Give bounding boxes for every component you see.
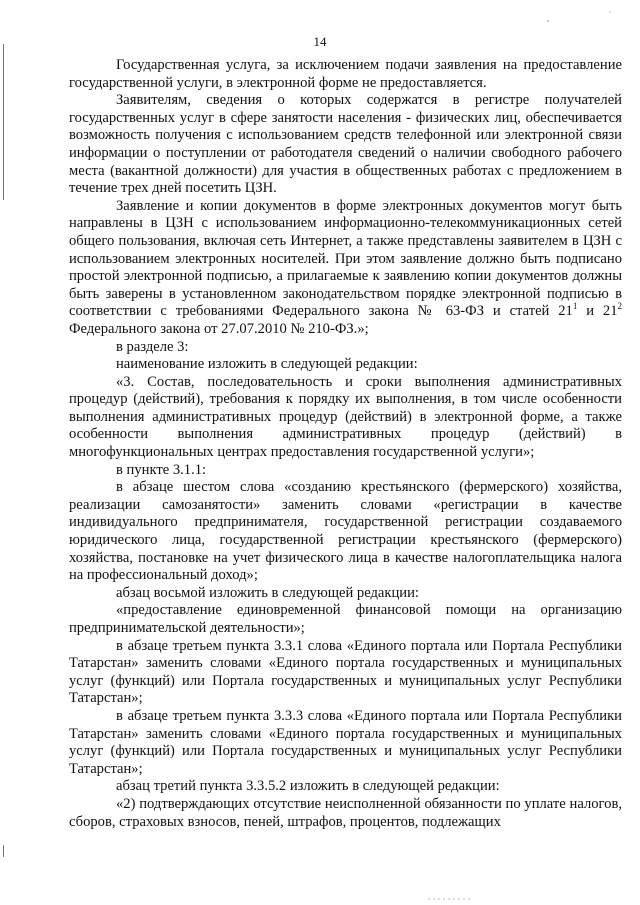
paragraph-text: Заявление и копии документов в форме электронных документов могут быть направлены в ЦЗН с использованием информационно-телекоммуникационных сетей общего пользования, включая сеть Интернет, а также представлены заявителем в ЦЗН с использованием электронных носителей. При этом заявление должно быть подписано простой электронной подписью, а прилагаемые к заявлению копии документов должны быть заверены в установленном законодательством порядке электронной подписью в соответствии с требованиями Федерального закона № 63-ФЗ и статей 21: [69, 197, 622, 320]
superscript: 2: [617, 301, 623, 312]
paragraph: в пункте 3.1.1:: [116, 461, 207, 478]
superscript: 1: [572, 301, 578, 312]
paragraph: «предоставление единовременной финансовой помощи на организацию предпринимательской деятельности»;: [69, 602, 622, 636]
page-number: 14: [313, 34, 327, 49]
paragraph-text: Федерального закона от 27.07.2010 № 210-ФЗ.»;: [69, 320, 369, 337]
paragraph: наименование изложить в следующей редакции:: [116, 356, 418, 373]
paragraph: Государственная услуга, за исключением подачи заявления на предоставление государственной услуги, в электронной форме не предоставляется.: [69, 57, 622, 91]
document-body: [69, 57, 622, 831]
paragraph: в абзаце третьем пункта 3.3.3 слова «Единого портала или Портала Республики Татарстан» заменить словами «Единого портала государственных и муниципальных услуг (функций) или Портала государственных и муниципальных услуг Республики Татарстан»;: [69, 707, 622, 777]
paragraph-text: и 21: [577, 303, 618, 320]
paragraph: абзац третий пункта 3.3.5.2 изложить в следующей редакции:: [116, 778, 500, 795]
paragraph: абзац восьмой изложить в следующей редакции:: [116, 584, 419, 601]
paragraph: [69, 198, 622, 339]
paragraph: Заявителям, сведения о которых содержатся в регистре получателей государственных услуг в сфере занятости населения - физических лиц, обеспечивается возможность получения с использованием средств телефонной или электронной связи информации о поступлении от работодателя сведений о наличии свободного рабочего места (вакантной должности) для участия в общественных работах с предложением в течение трех дней посетить ЦЗН.: [69, 92, 622, 197]
paragraph: в абзаце третьем пункта 3.3.1 слова «Единого портала или Портала Республики Татарстан» заменить словами «Единого портала государственных и муниципальных услуг (функций) или Портала государственных и муниципальных услуг Республики Татарстан»;: [69, 637, 622, 707]
paragraph: «2) подтверждающих отсутствие неисполненной обязанности по уплате налогов, сборов, страховых взносов, пеней, штрафов, процентов, подлежащих: [69, 795, 622, 830]
paragraph: «3. Состав, последовательность и сроки выполнения административных процедур (действий), требования к порядку их выполнения, в том числе особенности выполнения административных процедур (действий) в электронной форме, а также особенности выполнения административных процедур (действий) в многофункциональных центрах предоставления государственной услуги»;: [69, 373, 622, 461]
paragraph: в разделе 3:: [116, 338, 189, 355]
paragraph: в абзаце шестом слова «созданию крестьянского (фермерского) хозяйства, реализации самозанятости» заменить словами «регистрации в качестве индивидуального предпринимателя, государственной регистрации создаваемого юридического лица, государственной регистрации крестьянского (фермерского) хозяйства, постановке на учет физического лица в качестве налогоплательщика налога на профессиональный доход»;: [69, 479, 622, 584]
